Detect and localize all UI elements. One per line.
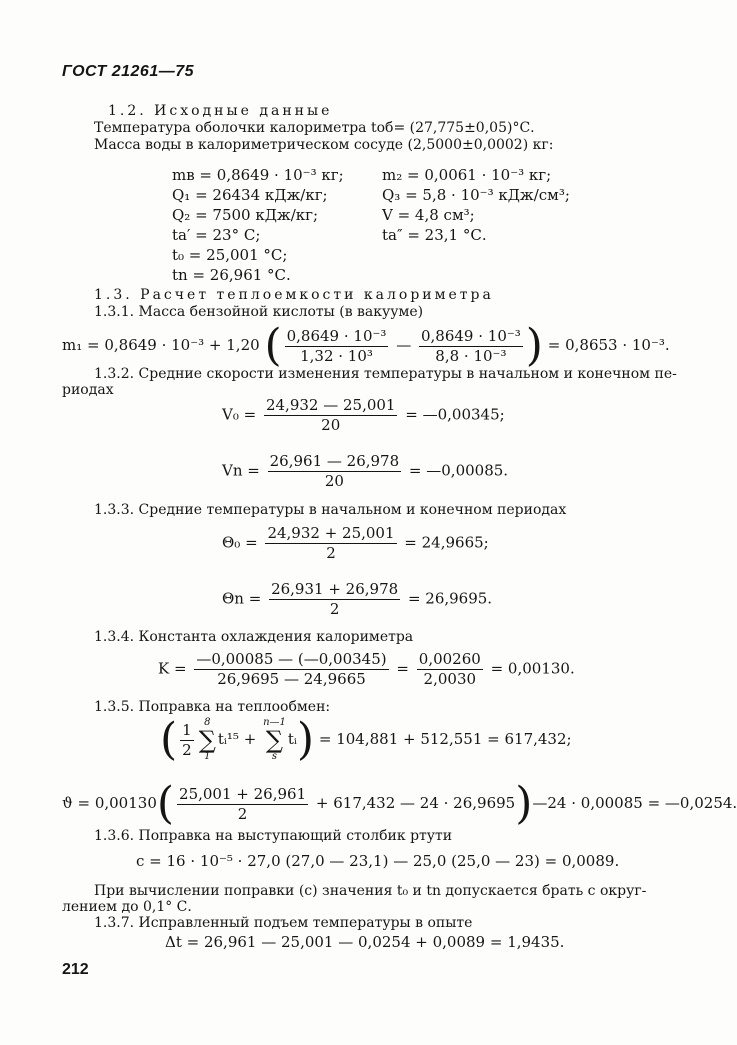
correction-middle: + 617,432 — 24 · 26,9695 [315, 794, 516, 812]
left-paren: ( [160, 714, 178, 765]
right-paren: ) [515, 778, 533, 829]
numerator: 0,8649 · 10⁻³ [286, 326, 387, 345]
equation-mercury-correction: c = 16 · 10⁻⁵ · 27,0 (27,0 — 23,1) — 25,0 (25,0 — 23) = 0,0089. [136, 852, 620, 870]
numerator: 24,932 + 25,001 [267, 524, 395, 542]
k-lhs: K = [158, 659, 187, 678]
denominator: 2 [326, 544, 336, 562]
equation-thetan [222, 582, 492, 617]
fraction [269, 582, 400, 617]
standard-number: ГОСТ 21261—75 [62, 63, 195, 80]
numerator: 26,931 + 26,978 [271, 580, 399, 598]
data-ta1: tа′ = 23° С; [172, 226, 261, 244]
denominator: 26,9695 — 24,9665 [217, 670, 366, 688]
right-paren: ) [296, 714, 315, 765]
heat-sum-rhs: = 104,881 + 512,551 = 617,432; [318, 730, 572, 748]
minus-sign: — [396, 336, 412, 354]
sum-term: tᵢ [287, 730, 297, 748]
k-rhs: = 0,00130. [490, 659, 575, 678]
equation-vn [222, 454, 508, 489]
benzoic-mass-lhs: m₁ = 0,8649 · 10⁻³ + 1,20 [62, 336, 260, 354]
denominator: 20 [324, 472, 344, 490]
sigma-symbol: ∑ [198, 726, 216, 754]
sum-upper-limit: 8 [204, 717, 211, 728]
theta0-rhs: = 24,9665; [404, 533, 489, 552]
right-paren: ) [525, 320, 543, 371]
fraction [419, 326, 523, 365]
denominator: 8,8 · 10⁻³ [435, 346, 507, 365]
sum-term: tᵢ¹⁵ + [217, 730, 257, 748]
denominator: 2 [237, 804, 248, 823]
thetan-rhs: = 26,9695. [407, 589, 493, 608]
shell-temperature-line: Температура оболочки калориметра tоб= (27,775±0,05)°С. [94, 120, 535, 136]
section-heading-1-3-6: 1.3.6. Поправка на выступающий столбик ртути [94, 828, 453, 844]
section-heading-1-3: 1.3. Расчет теплоемкости калориметра [94, 287, 494, 303]
data-m2: m₂ = 0,0061 · 10⁻³ кг; [382, 166, 552, 184]
section-heading-1-3-5: 1.3.5. Поправка на теплообмен: [94, 699, 331, 715]
fraction [265, 526, 396, 561]
thetan-lhs: Θn = [222, 589, 262, 608]
numerator: 1 [182, 720, 192, 739]
v0-rhs: = —0,00345; [405, 405, 505, 424]
v0-lhs: V₀ = [222, 405, 257, 424]
fraction [180, 720, 194, 759]
equation-benzoic-mass [62, 320, 670, 371]
section-heading-1-3-4: 1.3.4. Константа охлаждения калориметра [94, 629, 414, 645]
numerator: 0,8649 · 10⁻³ [420, 326, 521, 345]
correction-lhs: ϑ = 0,00130 [62, 794, 157, 812]
equation-heat-sum [160, 714, 572, 765]
denominator: 2,0030 [423, 670, 477, 688]
equation-temperature-rise: Δt = 26,961 — 25,001 — 0,0254 + 0,0089 = 1,9435. [165, 933, 565, 951]
correction-rhs: —24 · 0,00085 = —0,0254. [532, 794, 737, 812]
fraction [417, 652, 483, 687]
data-v: V = 4,8 см³; [382, 206, 475, 224]
section-heading-1-3-7: 1.3.7. Исправленный подъем температуры в опыте [94, 915, 473, 931]
fraction [194, 652, 388, 687]
equation-cooling-constant [158, 652, 575, 687]
benzoic-mass-rhs: = 0,8653 · 10⁻³. [547, 336, 670, 354]
sum-operator [199, 718, 216, 762]
note-line-2: лением до 0,1° С. [62, 899, 192, 915]
data-ta2: tа″ = 23,1 °С. [382, 226, 487, 244]
section-heading-1-3-2: 1.3.2. Средние скорости изменения температуры в начальном и конечном пе- [94, 366, 677, 382]
left-paren: ( [264, 320, 282, 371]
section-heading-1-3-2-cont: риодах [62, 382, 114, 398]
note-line-1: При вычислении поправки (c) значения t₀ и tn допускается брать с округ- [94, 883, 647, 899]
fraction [268, 454, 402, 489]
data-t0: t₀ = 25,001 °С; [172, 246, 288, 264]
data-q3: Q₃ = 5,8 · 10⁻³ кДж/см³; [382, 186, 570, 204]
denominator: 2 [182, 740, 192, 759]
equation-theta0 [222, 526, 489, 561]
left-paren: ( [156, 778, 175, 829]
numerator: 24,932 — 25,001 [265, 396, 396, 414]
equation-heat-correction [62, 778, 737, 829]
data-tn: tn = 26,961 °С. [172, 266, 291, 284]
data-q1: Q₁ = 26434 кДж/кг; [172, 186, 328, 204]
sum-operator [263, 718, 286, 762]
equals-sign: = [396, 659, 409, 678]
section-heading-1-3-1: 1.3.1. Масса бензойной кислоты (в вакууме) [94, 304, 424, 320]
vn-lhs: Vn = [222, 461, 260, 480]
section-heading-1-2: 1.2. Исходные данные [108, 103, 333, 119]
vn-rhs: = —0,00085. [408, 461, 509, 480]
fraction [264, 398, 398, 433]
numerator: —0,00085 — (—0,00345) [196, 650, 387, 668]
denominator: 20 [321, 416, 341, 434]
denominator: 1,32 · 10³ [300, 346, 373, 365]
fraction [285, 326, 389, 365]
fraction [177, 784, 308, 823]
numerator: 26,961 — 26,978 [269, 452, 400, 470]
numerator: 0,00260 [418, 650, 481, 668]
numerator: 25,001 + 26,961 [179, 784, 307, 803]
section-heading-1-3-3: 1.3.3. Средние температуры в начальном и конечном периодах [94, 502, 567, 518]
water-mass-line: Масса воды в калориметрическом сосуде (2,5000±0,0002) кг: [94, 137, 554, 153]
sum-upper-limit: n—1 [263, 717, 286, 728]
equation-v0 [222, 398, 505, 433]
data-mv: mв = 0,8649 · 10⁻³ кг; [172, 166, 344, 184]
sigma-symbol: ∑ [265, 726, 284, 754]
data-q2: Q₂ = 7500 кДж/кг; [172, 206, 319, 224]
page-number: 212 [62, 961, 89, 978]
denominator: 2 [329, 600, 340, 618]
sum-lower-limit: 1 [204, 751, 211, 762]
sum-lower-limit: s [271, 751, 278, 762]
theta0-lhs: Θ₀ = [222, 533, 258, 552]
